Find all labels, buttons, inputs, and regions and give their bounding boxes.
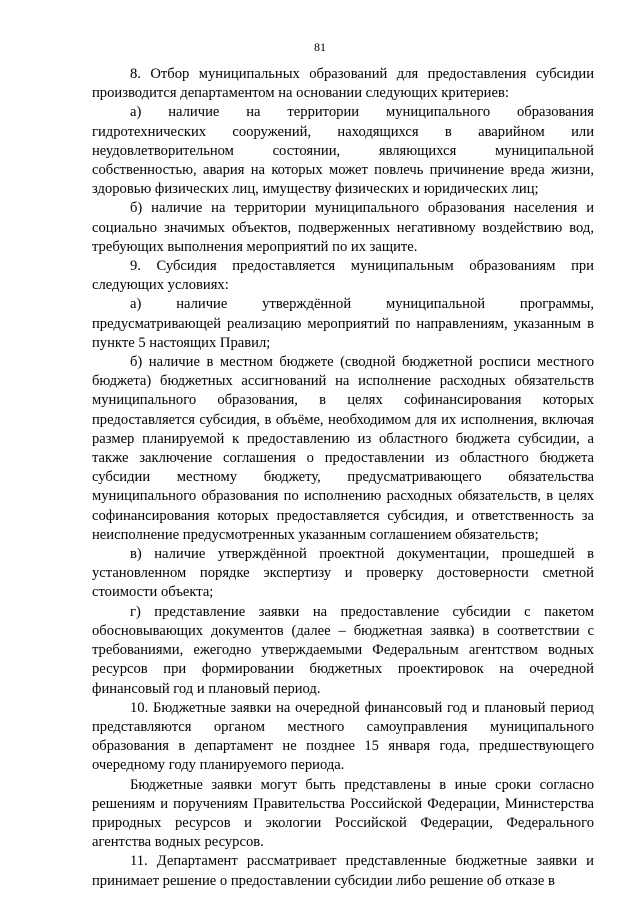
paragraph-10-extra: Бюджетные заявки могут быть представлены в иные сроки согласно решениям и поручениям Правительства Российской Федерации, Министерства природных ресурсов и экологии Российской Федерации, Федерального агентства водных ресурсов. [92, 776, 594, 851]
paragraph-9-b: б) наличие в местном бюджете (сводной бюджетной росписи местного бюджета) бюджетных ассигнований на исполнение расходных обязательств муниципального образования, в целях софинансирования которых предоставляется субсидия, в объёме, необходимом для их исполнения, включая размер планируемой к предоставлению из областного бюджета субсидии, а также заключение соглашения о предоставлении из областного бюджета субсидии местному бюджету, предусматривающего обязательства муниципального образования по исполнению расходных обязательств, в целях софинансирования которых предоставляется субсидия, и ответственность за неисполнение предусмотренных указанным соглашением обязательств; [92, 354, 594, 543]
paragraph-8-a: а) наличие на территории муниципального образования гидротехнических сооружений, находящихся в аварийном или неудовлетворительном состоянии, являющихся муниципальной собственностью, авария на которых может повлечь причинение вреда жизни, здоровью физических лиц, имуществу физических и юридических лиц; [92, 104, 594, 198]
paragraph-11: 11. Департамент рассматривает представленные бюджетные заявки и принимает решение о предоставлении субсидии либо решение об отказе в [92, 853, 594, 889]
document-body [92, 65, 594, 891]
paragraph-9-intro: 9. Субсидия предоставляется муниципальным образованиям при следующих условиях: [92, 258, 594, 294]
paragraph-9-v: в) наличие утверждённой проектной документации, прошедшей в установленном порядке экспертизу и проверку достоверности сметной стоимости объекта; [92, 546, 594, 601]
paragraph-10: 10. Бюджетные заявки на очередной финансовый год и плановый период представляются органом местного самоуправления муниципального образования в департамент не позднее 15 января года, предшествующего очередному году планируемого периода. [92, 699, 594, 774]
paragraph-8-intro: 8. Отбор муниципальных образований для предоставления субсидии производится департаментом на основании следующих критериев: [92, 66, 594, 102]
paragraph-8-b: б) наличие на территории муниципального образования населения и социально значимых объектов, подверженных негативному воздействию вод, требующих выполнения мероприятий по их защите. [92, 200, 594, 255]
page-number: 81 [314, 40, 326, 54]
paragraph-9-g: г) представление заявки на предоставление субсидии с пакетом обосновывающих документов (далее – бюджетная заявка) в соответствии с требованиями, ежегодно утверждаемыми Федеральным агентством водных ресурсов при формировании бюджетных проектировок на очередной финансовый год и плановый период. [92, 603, 594, 697]
paragraph-9-a: а) наличие утверждённой муниципальной программы, предусматривающей реализацию мероприятий по направлениям, указанным в пункте 5 настоящих Правил; [92, 296, 594, 351]
